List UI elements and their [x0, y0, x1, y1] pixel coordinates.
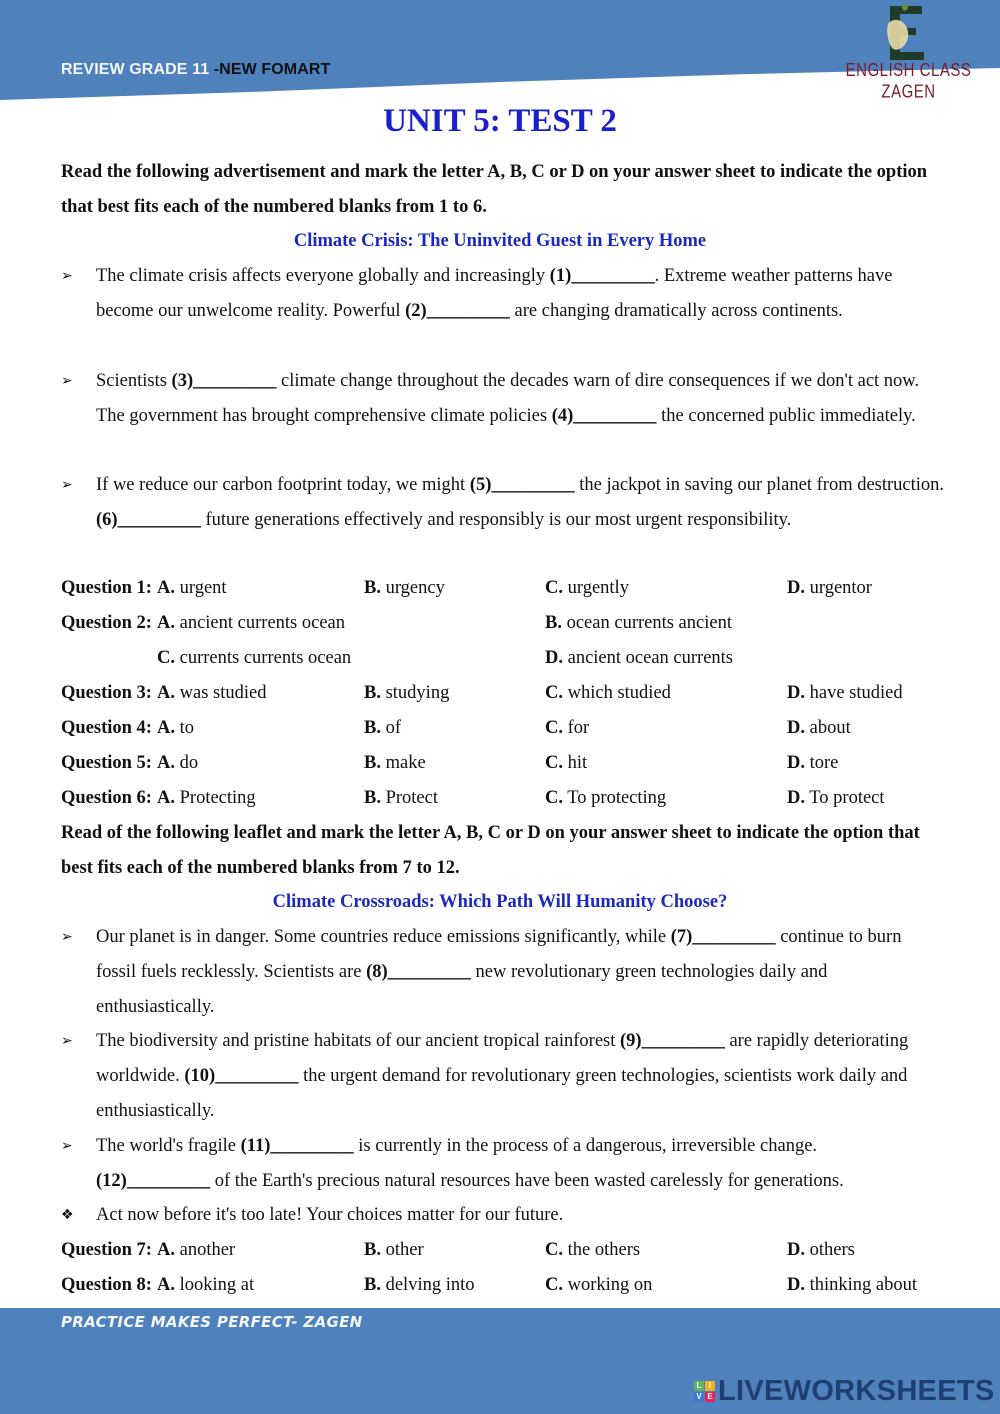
logo-letter-e-icon	[884, 2, 928, 62]
section1-instruction: Read the following advertisement and mark the letter A, B, C or D on your answer sheet to indicate the option that best fits each of the numbered blanks from 1 to 6.	[61, 162, 928, 217]
option-5b[interactable]: B. make	[364, 753, 426, 773]
blank-5[interactable]: (5)_________	[469, 475, 575, 495]
option-2d[interactable]: D. ancient ocean currents	[545, 648, 734, 668]
option-2b[interactable]: B. ocean currents ancient	[545, 613, 732, 633]
option-3c[interactable]: C. which studied	[545, 683, 671, 703]
question-label-4: Question 4:	[61, 718, 152, 738]
arrow-bullet-icon: ➢	[61, 373, 73, 389]
question-label-7: Question 7:	[61, 1240, 152, 1260]
header-title-grade: REVIEW GRADE 11	[61, 61, 214, 78]
question-label-6: Question 6:	[61, 788, 152, 808]
bullet-text: Scientists (3)_________ climate change throughout the decades warn of dire consequences if we don't act now. The government has brought comprehensive climate policies (4)_________ the concerned public immediately.	[96, 371, 920, 426]
option-1b[interactable]: B. urgency	[364, 578, 445, 598]
option-8d[interactable]: D. thinking about	[787, 1275, 918, 1295]
option-3a[interactable]: A. was studied	[157, 683, 267, 703]
passage-bullet	[61, 468, 946, 538]
question-row-5	[61, 753, 961, 787]
closing-bullet	[61, 1198, 946, 1233]
option-4b[interactable]: B. of	[364, 718, 402, 738]
liveworksheets-logo[interactable]	[694, 1376, 995, 1406]
option-4a[interactable]: A. to	[157, 718, 195, 738]
blank-6[interactable]: (6)_________	[96, 509, 201, 530]
option-7c[interactable]: C. the others	[545, 1240, 641, 1260]
option-1d[interactable]: D. urgentor	[787, 578, 872, 598]
blank-12[interactable]: (12)_________	[96, 1170, 211, 1191]
footer-slogan: PRACTICE MAKES PERFECT- ZAGEN	[61, 1313, 363, 1331]
option-3b[interactable]: B. studying	[364, 683, 450, 703]
passage-bullet	[61, 1024, 946, 1128]
question-row-4	[61, 718, 961, 752]
blank-11[interactable]: (11)_________	[240, 1136, 354, 1156]
blank-10[interactable]: (10)_________	[184, 1065, 299, 1086]
option-6b[interactable]: B. Protect	[364, 788, 438, 808]
blank-4[interactable]: (4)_________	[551, 405, 657, 426]
english-class-zagen-logo	[822, 2, 992, 103]
blank-2[interactable]: (2)_________	[405, 300, 510, 321]
option-1a[interactable]: A. urgent	[157, 578, 227, 598]
blank-3[interactable]: (3)_________	[171, 371, 277, 391]
option-1c[interactable]: C. urgently	[545, 578, 629, 598]
arrow-bullet-icon: ➢	[61, 268, 73, 284]
arrow-bullet-icon: ➢	[61, 477, 73, 493]
option-6a[interactable]: A. Protecting	[157, 788, 256, 808]
question-row-2-cont	[61, 648, 961, 682]
header-title-format: -NEW FOMART	[213, 61, 331, 78]
option-2a[interactable]: A. ancient currents ocean	[157, 613, 346, 633]
page-title: UNIT 5: TEST 2	[383, 103, 617, 139]
option-3d[interactable]: D. have studied	[787, 683, 903, 703]
section2-passage-title: Climate Crossroads: Which Path Will Humanity Choose?	[272, 892, 728, 912]
passage-bullet	[61, 259, 946, 329]
question-row-2	[61, 613, 961, 647]
bullet-text: The climate crisis affects everyone globally and increasingly (1)_________. Extreme weather patterns have become our unwelcome reality. Powerful (2)_________ are changing dramatically across continents.	[96, 266, 893, 321]
section2-instruction: Read of the following leaflet and mark the letter A, B, C or D on your answer sheet to indicate the option that best fits each of the numbered blanks from 7 to 12.	[61, 823, 920, 878]
live-blocks-icon: L I V E	[694, 1381, 715, 1402]
option-8c[interactable]: C. working on	[545, 1275, 653, 1295]
option-7a[interactable]: A. another	[157, 1240, 236, 1260]
question-label-5: Question 5:	[61, 753, 152, 773]
bullet-text: Our planet is in danger. Some countries reduce emissions significantly, while (7)_________ continue to burn fossil fuels recklessly. Scientists are (8)_________ new revolutionary green technologies daily and enthusiastically.	[96, 927, 902, 1017]
option-6c[interactable]: C. To protecting	[545, 788, 667, 808]
passage-bullet	[61, 1129, 946, 1199]
bullet-text: The biodiversity and pristine habitats of our ancient tropical rainforest (9)_________ are rapidly deteriorating worldwide. (10)_________ the urgent demand for revolutionary green technologies, scientists work daily and enthusiastically.	[96, 1031, 909, 1121]
header-title	[61, 61, 330, 79]
option-4c[interactable]: C. for	[545, 718, 590, 738]
option-6d[interactable]: D. To protect	[787, 788, 885, 808]
bullet-text: The world's fragile (11)_________ is currently in the process of a dangerous, irreversible change. (12)_________ of the Earth's precious natural resources have been wasted carelessly for generations.	[96, 1136, 844, 1191]
option-8b[interactable]: B. delving into	[364, 1275, 475, 1295]
question-row-3	[61, 683, 961, 717]
question-row-1	[61, 578, 961, 612]
option-7b[interactable]: B. other	[364, 1240, 424, 1260]
question-label-2: Question 2:	[61, 613, 152, 633]
diamond-bullet-icon: ❖	[61, 1207, 74, 1223]
question-label-3: Question 3:	[61, 683, 152, 703]
blank-9[interactable]: (9)_________	[620, 1031, 725, 1051]
option-8a[interactable]: A. looking at	[157, 1275, 255, 1295]
closing-text: Act now before it's too late! Your choices matter for our future.	[96, 1205, 564, 1225]
blank-1[interactable]: (1)_________	[549, 266, 655, 286]
question-row-8	[61, 1275, 961, 1309]
liveworksheets-brand: LIVEWORKSHEETS	[718, 1374, 995, 1407]
question-label-1: Question 1:	[61, 578, 152, 598]
logo-text: ENGLISH CLASS ZAGEN	[845, 59, 972, 103]
passage-bullet	[61, 364, 946, 434]
blank-7[interactable]: (7)_________	[670, 927, 776, 947]
question-label-8: Question 8:	[61, 1275, 152, 1295]
option-5a[interactable]: A. do	[157, 753, 199, 773]
option-5d[interactable]: D. tore	[787, 753, 839, 773]
option-5c[interactable]: C. hit	[545, 753, 588, 773]
arrow-bullet-icon: ➢	[61, 1138, 73, 1154]
section1-passage-title: Climate Crisis: The Uninvited Guest in Every Home	[293, 231, 707, 251]
option-2c[interactable]: C. currents currents ocean	[157, 648, 352, 668]
bullet-text: If we reduce our carbon footprint today, we might (5)_________ the jackpot in saving our planet from destruction. (6)_________ future generations effectively and responsibly is our most urgent responsibility.	[96, 475, 945, 530]
option-7d[interactable]: D. others	[787, 1240, 855, 1260]
question-row-7	[61, 1240, 961, 1274]
arrow-bullet-icon: ➢	[61, 929, 73, 945]
arrow-bullet-icon: ➢	[61, 1033, 73, 1049]
option-4d[interactable]: D. about	[787, 718, 851, 738]
passage-bullet	[61, 920, 946, 1024]
blank-8[interactable]: (8)_________	[366, 961, 471, 982]
